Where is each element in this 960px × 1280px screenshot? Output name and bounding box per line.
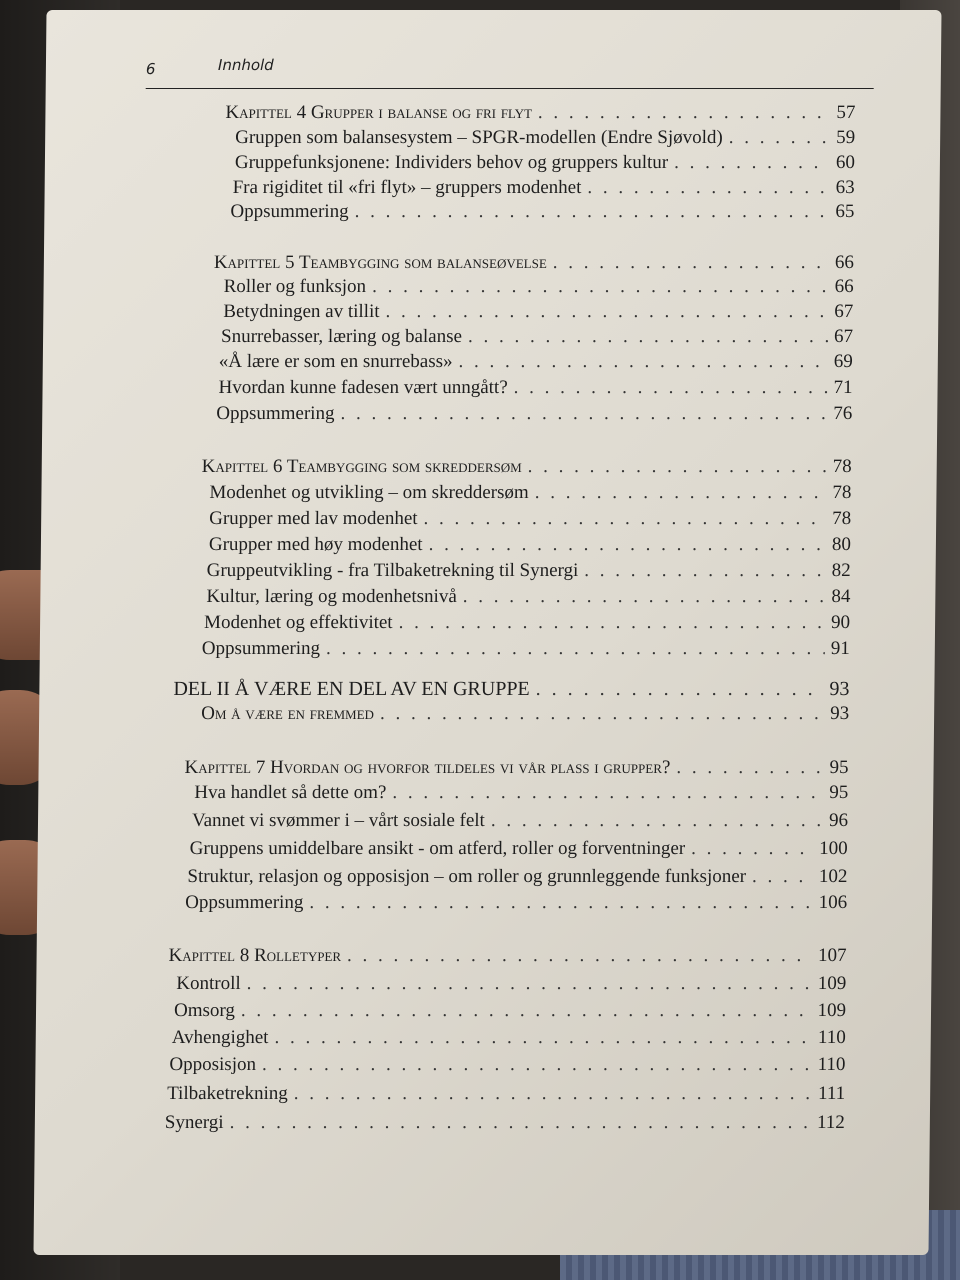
toc-entry-title: Struktur, relasjon og opposisjon – om roller og grunnleggende funksjoner [187, 866, 747, 887]
dot-leader [340, 403, 827, 425]
toc-entry-title: Gruppen som balansesystem – SPGR-modellen (Endre Sjøvold) [235, 127, 723, 148]
toc-entry-title: Modenhet og utvikling – om skreddersøm [209, 482, 529, 503]
toc-entry [223, 301, 853, 329]
toc-entry-title: Grupper med lav modenhet [209, 508, 418, 529]
toc-entry [190, 838, 848, 866]
toc-entry-title: Kapittel 5 Teambygging som balanseøvelse [213, 252, 547, 273]
dot-leader [676, 757, 823, 779]
toc-entry-title: Gruppens umiddelbare ansikt - om atferd, roller og forventninger [189, 838, 686, 859]
dot-leader [380, 703, 824, 725]
toc-entry-page: 63 [835, 177, 855, 198]
toc-entry-page: 102 [818, 866, 848, 887]
dot-leader [429, 534, 827, 556]
toc-entry [174, 1000, 846, 1028]
toc-entry [173, 678, 849, 706]
page-number: 6 [145, 60, 156, 78]
toc-entry-page: 93 [829, 678, 850, 700]
toc-entry [225, 102, 855, 130]
toc-entry [192, 810, 848, 838]
toc-entry-page: 71 [833, 377, 853, 398]
dot-leader [458, 351, 827, 373]
toc-entry-page: 109 [817, 973, 847, 994]
dot-leader [347, 945, 812, 967]
toc-entry-title: Gruppeutvikling - fra Tilbaketrekning til Synergi [206, 560, 579, 581]
dot-leader [230, 1112, 812, 1134]
toc-entry-title: Kontroll [176, 973, 241, 994]
toc-entry-title: Synergi [164, 1112, 224, 1133]
toc-entry [185, 892, 847, 920]
toc-entry [206, 560, 850, 588]
toc-entry-page: 78 [832, 456, 852, 477]
toc-entry-page: 111 [817, 1083, 846, 1104]
dot-leader [587, 177, 829, 199]
toc-entry-page: 96 [828, 810, 849, 831]
toc-entry-page: 69 [833, 351, 853, 372]
toc-entry [201, 703, 849, 731]
toc-entry-title: Kapittel 6 Teambygging som skreddersøm [201, 456, 522, 477]
toc-entry-page: 84 [831, 586, 851, 607]
toc-entry-title: Oppsummering [185, 892, 304, 913]
toc-entry-title: Kapittel 4 Grupper i balanse og fri flyt [225, 102, 533, 123]
toc-entry-page: 95 [829, 782, 849, 803]
toc-entry [204, 612, 850, 640]
toc-entry-title: Kultur, læring og modenhetsnivå [206, 586, 457, 607]
toc-entry-page: 95 [829, 757, 849, 778]
toc-entry [167, 1083, 845, 1111]
toc-entry [209, 508, 851, 536]
toc-entry-page: 76 [833, 403, 853, 424]
toc-entry-page: 93 [830, 703, 850, 724]
toc-entry-page: 80 [831, 534, 852, 555]
dot-leader [392, 782, 823, 804]
dot-leader [262, 1054, 812, 1076]
dot-leader [385, 301, 828, 323]
toc-entry-page: 66 [834, 252, 854, 273]
book-page [33, 10, 941, 1255]
toc-entry-title: Gruppefunksjonene: Individers behov og gruppers kultur [234, 152, 669, 173]
dot-leader [355, 201, 830, 223]
toc-entry-title: Fra rigiditet til «fri flyt» – gruppers modenhet [232, 177, 582, 198]
toc-entry-page: 91 [830, 638, 850, 659]
toc-entry-page: 57 [836, 102, 856, 123]
toc-entry-title: Oppsummering [230, 201, 349, 222]
toc-entry-page: 110 [817, 1054, 846, 1075]
toc-entry-page: 78 [832, 508, 852, 529]
toc-entry [216, 403, 852, 431]
toc-entry-page: 110 [817, 1027, 846, 1048]
dot-leader [752, 866, 813, 888]
toc-entry [176, 973, 846, 1001]
dot-leader [729, 127, 831, 149]
dot-leader [372, 276, 829, 298]
toc-entry [218, 377, 852, 405]
dot-leader [528, 456, 827, 478]
page-header [146, 58, 874, 89]
toc-entry-title: Opposisjon [169, 1054, 257, 1075]
toc-entry-title: Grupper med høy modenhet [208, 534, 423, 555]
toc-entry-page: 109 [817, 1000, 847, 1021]
dot-leader [326, 638, 825, 660]
toc-entry [187, 866, 847, 894]
toc-entry [165, 1112, 845, 1140]
toc-entry-title: Hva handlet så dette om? [194, 782, 387, 803]
toc-entry [209, 534, 851, 562]
toc-entry-title: Modenhet og effektivitet [203, 612, 393, 633]
toc-entry-page: 100 [819, 838, 848, 859]
dot-leader [399, 612, 826, 634]
dot-leader [536, 678, 824, 701]
dot-leader [309, 892, 813, 914]
dot-leader [463, 586, 826, 608]
toc-entry-title: Kapittel 8 Rolletyper [168, 945, 342, 966]
dot-leader [538, 102, 831, 124]
toc-entry-title: DEL II Å VÆRE EN DEL AV EN GRUPPE [173, 678, 530, 700]
toc-entry-page: 112 [816, 1112, 845, 1133]
dot-leader [423, 508, 826, 530]
toc-entry-title: Tilbaketrekning [167, 1083, 288, 1104]
toc-entry-page: 107 [818, 945, 847, 966]
toc-entry-title: Kapittel 7 Hvordan og hvorfor tildeles vi vår plass i grupper? [184, 757, 671, 778]
toc-entry-page: 60 [835, 152, 856, 173]
toc-entry-title: Betydningen av tillit [223, 301, 380, 322]
toc-entry-title: Om å være en fremmed [201, 703, 375, 724]
toc-entry [235, 127, 855, 155]
toc-entry [223, 276, 853, 304]
toc-entry-title: «Å lære er som en snurrebass» [218, 351, 453, 372]
toc-entry-page: 59 [836, 127, 856, 148]
toc-entry-title: Avhengighet [171, 1027, 269, 1048]
dot-leader [674, 152, 830, 174]
toc-entry-page: 67 [833, 326, 854, 347]
toc-entry-title: Oppsummering [216, 403, 335, 424]
dot-leader [274, 1027, 812, 1049]
toc-entry-page: 78 [832, 482, 852, 503]
dot-leader [584, 560, 826, 582]
dot-leader [535, 482, 827, 504]
toc-entry [219, 351, 853, 379]
toc-entry-page: 106 [818, 892, 848, 913]
toc-entry [235, 152, 855, 180]
toc-entry-title: Vannet vi svømmer i – vårt sosiale felt [191, 810, 486, 831]
dot-leader [514, 377, 828, 399]
toc-entry [168, 945, 846, 973]
toc-entry [172, 1027, 846, 1055]
toc-entry [202, 638, 850, 666]
toc-entry-title: Hvordan kunne fadesen vært unngått? [218, 377, 508, 398]
dot-leader [491, 810, 823, 832]
toc-entry [184, 757, 848, 785]
toc-entry-page: 66 [834, 276, 854, 297]
dot-leader [241, 1000, 812, 1022]
toc-entry-title: Oppsummering [201, 638, 321, 659]
toc-entry-page: 65 [835, 201, 855, 222]
dot-leader [468, 326, 828, 348]
toc-entry [202, 456, 852, 484]
toc-entry-title: Snurrebasser, læring og balanse [220, 326, 463, 347]
header-title: Innhold [217, 56, 274, 74]
toc-entry-page: 67 [834, 301, 854, 322]
toc-entry [194, 782, 848, 810]
dot-leader [553, 252, 829, 274]
dot-leader [247, 973, 812, 995]
dot-leader [691, 838, 813, 860]
dot-leader [294, 1083, 812, 1105]
toc-entry-title: Roller og funksjon [223, 276, 367, 297]
toc-entry [206, 586, 850, 614]
toc-entry-page: 90 [830, 612, 851, 633]
toc-entry-page: 82 [831, 560, 851, 581]
toc-entry [169, 1054, 845, 1082]
toc-entry-title: Omsorg [173, 1000, 236, 1021]
toc-entry [221, 326, 853, 354]
toc-entry [230, 201, 854, 229]
toc-entry [209, 482, 851, 510]
